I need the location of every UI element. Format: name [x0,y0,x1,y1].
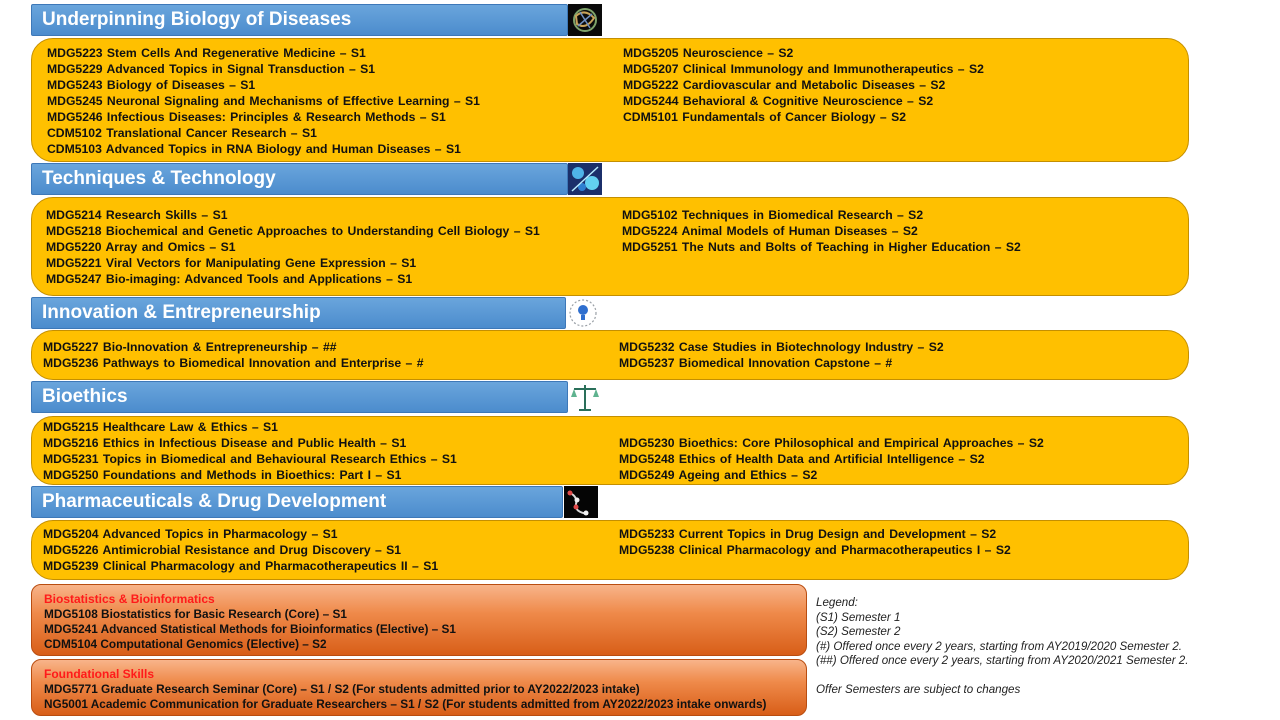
protein-structure-icon [568,4,602,36]
course-item: MDG5771 Graduate Research Seminar (Core) – S1 / S2 (For students admitted prior to AY2022/2023 intake) [44,682,640,696]
course-item: MDG5221 Viral Vectors for Manipulating Gene Expression – S1 [46,256,417,270]
cell-image-icon [568,163,602,195]
course-item: MDG5244 Behavioral & Cognitive Neuroscience – S2 [623,94,934,108]
section-header-bioethics [31,381,568,413]
course-item: MDG5246 Infectious Diseases: Principles & Research Methods – S1 [47,110,446,124]
section-header-underpinning-biology [31,4,568,36]
course-item: MDG5220 Array and Omics – S1 [46,240,236,254]
legend-item: (S1) Semester 1 [816,610,901,624]
course-column-s1 [46,207,540,287]
section-title: Pharmaceuticals & Drug Development [42,491,387,512]
section-title: Bioethics [42,386,128,407]
course-item: MDG5207 Clinical Immunology and Immunotherapeutics – S2 [623,62,984,76]
course-column-s1 [43,339,424,371]
course-item: MDG5249 Ageing and Ethics – S2 [619,468,818,482]
section-title: Underpinning Biology of Diseases [42,9,352,30]
course-item: MDG5226 Antimicrobial Resistance and Drug Discovery – S1 [43,543,402,557]
course-item: MDG5236 Pathways to Biomedical Innovation and Enterprise – # [43,356,424,370]
course-item [619,419,1044,435]
biostatistics-title: Biostatistics & Bioinformatics [44,592,215,606]
course-item: CDM5102 Translational Cancer Research – S1 [47,126,317,140]
scales-icon [568,381,602,413]
course-item: MDG5223 Stem Cells And Regenerative Medicine – S1 [47,46,366,60]
course-column-s2 [619,526,1011,558]
course-item: MDG5245 Neuronal Signaling and Mechanisms of Effective Learning – S1 [47,94,480,108]
course-item: MDG5229 Advanced Topics in Signal Transduction – S1 [47,62,376,76]
section-title: Innovation & Entrepreneurship [42,302,321,323]
course-item: MDG5231 Topics in Biomedical and Behavioural Research Ethics – S1 [43,452,457,466]
lightbulb-icon [566,297,600,329]
course-column-s2 [622,207,1021,255]
section-title: Techniques & Technology [42,168,276,189]
course-box-pharmaceuticals [31,520,1189,580]
legend [816,596,1188,698]
course-item: MDG5204 Advanced Topics in Pharmacology – S1 [43,527,338,541]
course-column-s1 [47,45,480,157]
course-box-underpinning-biology [31,38,1189,162]
legend-title: Legend: [816,596,858,609]
course-item: MDG5214 Research Skills – S1 [46,208,228,222]
course-item: MDG5243 Biology of Diseases – S1 [47,78,256,92]
course-item: MDG5237 Biomedical Innovation Capstone – # [619,356,893,370]
course-item: MDG5233 Current Topics in Drug Design and Development – S2 [619,527,997,541]
course-item: MDG5250 Foundations and Methods in Bioethics: Part I – S1 [43,468,402,482]
course-item: CDM5103 Advanced Topics in RNA Biology and Human Diseases – S1 [47,142,461,156]
course-box-innovation-entrepreneurship [31,330,1189,380]
course-item: MDG5248 Ethics of Health Data and Artificial Intelligence – S2 [619,452,985,466]
course-column-s1 [43,526,438,574]
legend-note: Offer Semesters are subject to changes [816,683,1021,696]
course-item: MDG5238 Clinical Pharmacology and Pharmacotherapeutics I – S2 [619,543,1011,557]
course-item: MDG5222 Cardiovascular and Metabolic Diseases – S2 [623,78,946,92]
course-item: CDM5104 Computational Genomics (Elective) – S2 [44,637,327,651]
course-item: MDG5218 Biochemical and Genetic Approaches to Understanding Cell Biology – S1 [46,224,540,238]
course-column-s2 [619,339,944,371]
course-item: MDG5251 The Nuts and Bolts of Teaching in Higher Education – S2 [622,240,1021,254]
course-item: MDG5227 Bio-Innovation & Entrepreneurship – ## [43,340,337,354]
course-box-techniques-technology [31,197,1189,296]
course-item: MDG5232 Case Studies in Biotechnology Industry – S2 [619,340,944,354]
course-item: MDG5239 Clinical Pharmacology and Pharmacotherapeutics II – S1 [43,559,439,573]
legend-item: (#) Offered once every 2 years, starting from AY2019/2020 Semester 2. [816,639,1183,653]
course-box-bioethics [31,416,1189,485]
foundational-skills-title: Foundational Skills [44,667,155,681]
course-column-s1 [43,419,457,483]
legend-item: (S2) Semester 2 [816,625,901,638]
section-header-innovation-entrepreneurship [31,297,566,329]
course-item: MDG5241 Advanced Statistical Methods for Bioinformatics (Elective) – S1 [44,622,456,636]
course-item: MDG5215 Healthcare Law & Ethics – S1 [43,420,278,434]
course-item: MDG5205 Neuroscience – S2 [623,46,794,60]
section-header-techniques-technology [31,163,568,195]
course-item: MDG5224 Animal Models of Human Diseases – S2 [622,224,918,238]
course-item: MDG5102 Techniques in Biomedical Research – S2 [622,208,924,222]
course-item: MDG5247 Bio-imaging: Advanced Tools and Applications – S1 [46,272,413,286]
section-header-pharmaceuticals [31,486,563,518]
legend-spacer [816,669,1188,684]
course-item: CDM5101 Fundamentals of Cancer Biology – S2 [623,110,906,124]
legend-item: (##) Offered once every 2 years, starting from AY2020/2021 Semester 2. [816,654,1189,667]
course-item: MDG5230 Bioethics: Core Philosophical and Empirical Approaches – S2 [619,436,1044,450]
course-column-s2 [619,419,1044,483]
foundational-skills-box [31,659,807,716]
biostatistics-box [31,584,807,656]
course-item: NG5001 Academic Communication for Graduate Researchers – S1 / S2 (For students admitted from AY2022/2023 intake onwards) [44,697,767,711]
molecule-chain-icon [564,486,598,518]
course-item: MDG5108 Biostatistics for Basic Research (Core) – S1 [44,607,347,621]
course-column-s2 [623,45,984,125]
course-item: MDG5216 Ethics in Infectious Disease and Public Health – S1 [43,436,407,450]
